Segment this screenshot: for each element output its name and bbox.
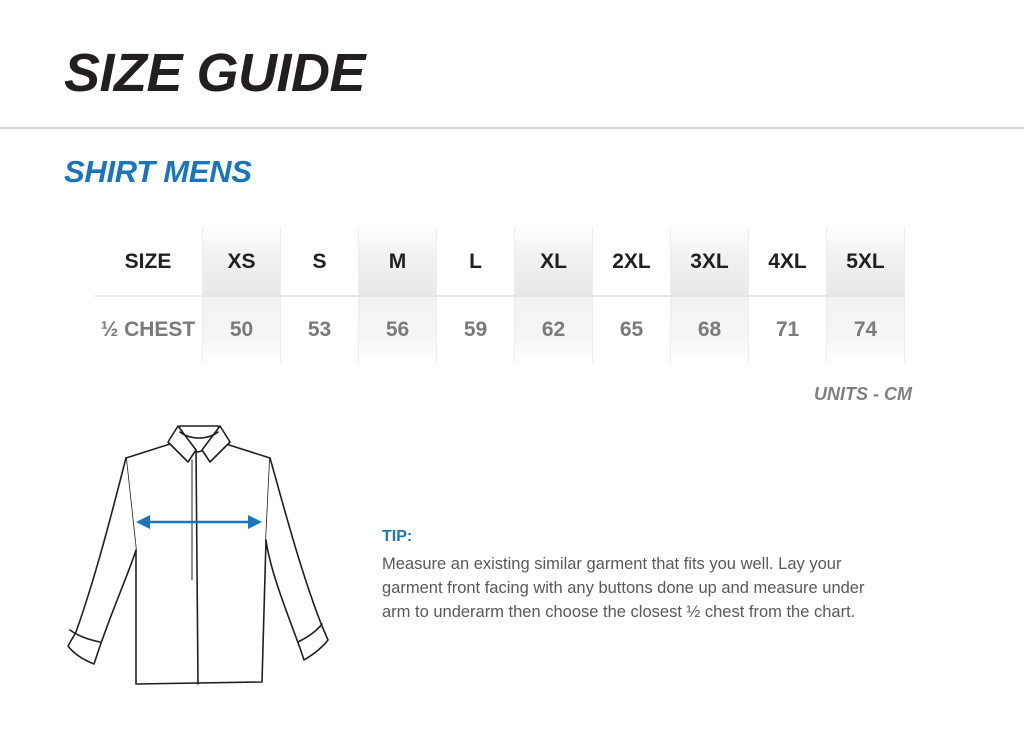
size-cell: S [281, 228, 359, 296]
chest-cell: 53 [281, 296, 359, 363]
size-cell: XL [515, 228, 593, 296]
header-divider [0, 127, 1024, 129]
size-cell: 3XL [671, 228, 749, 296]
chest-cell: 59 [437, 296, 515, 363]
chest-cell: 62 [515, 296, 593, 363]
shirt-icon [60, 420, 340, 690]
size-cell: L [437, 228, 515, 296]
chest-cell: 65 [593, 296, 671, 363]
size-cell: XS [203, 228, 281, 296]
units-label: UNITS - CM [814, 384, 912, 404]
chest-cell: 56 [359, 296, 437, 363]
size-cell: 5XL [827, 228, 905, 296]
chest-cell: 71 [749, 296, 827, 363]
size-cell: 2XL [593, 228, 671, 296]
section-title: SHIRT MENS [64, 154, 252, 189]
page-title: SIZE GUIDE [64, 43, 366, 103]
size-row [94, 228, 905, 296]
tip-line: Measure an existing similar garment that fits you well. Lay your [382, 555, 842, 573]
chest-cell: 74 [827, 296, 905, 363]
chest-row-label: ½ CHEST [100, 318, 196, 341]
size-table [94, 228, 905, 363]
tip-line: garment front facing with any buttons done up and measure under [382, 579, 865, 597]
tip-line: arm to underarm then choose the closest ½ chest from the chart. [382, 603, 856, 621]
size-cell: M [359, 228, 437, 296]
size-row-label: SIZE [94, 228, 203, 296]
tip-label: TIP: [382, 528, 413, 545]
tip-text [382, 552, 942, 624]
chest-cell: 50 [203, 296, 281, 363]
size-cell: 4XL [749, 228, 827, 296]
chest-cell: 68 [671, 296, 749, 363]
chest-row [94, 296, 905, 363]
